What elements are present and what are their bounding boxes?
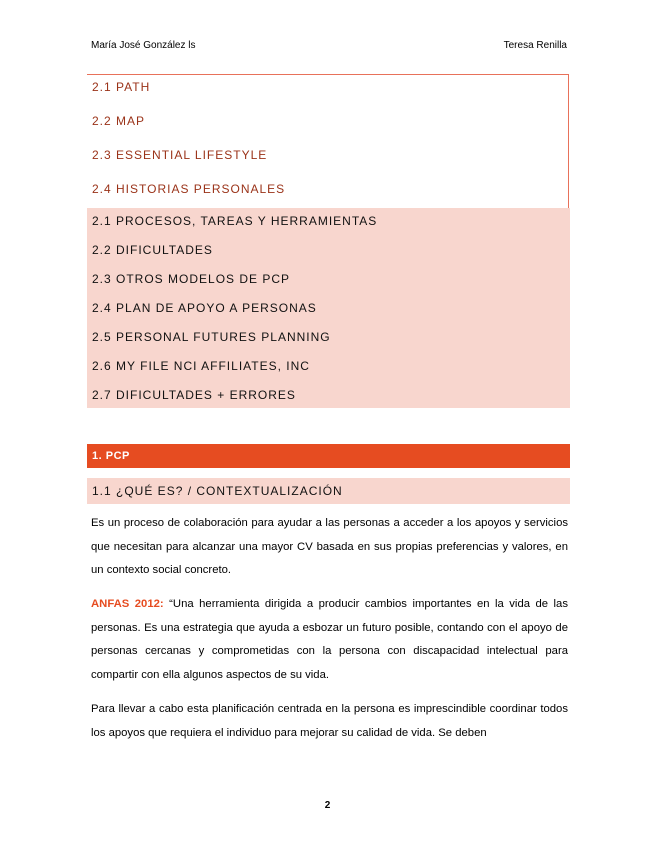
paragraph-definition: Es un proceso de colaboración para ayudar a las personas a acceder a los apoyos y servicios que necesitan para alcanzar una mayor CV basada en sus propias preferencias y valores, en un contexto social concreto.: [91, 517, 568, 576]
outline-item-personal-futures: 2.5 PERSONAL FUTURES PLANNING: [92, 330, 331, 344]
section-title: 1. PCP: [87, 444, 570, 468]
anfas-quote-text: “Una herramienta dirigida a producir cambios importantes en la vida de las personas. Es una estrategia que ayuda a esbozar un futuro posible, contando con el apoyo de personas cercanas y comprometidas con la persona con discapacidad intelectual para compartir con ella algunos aspectos de su vida.: [91, 598, 568, 681]
header-author-left: María José González ls: [91, 40, 196, 51]
outline-item-historias-personales: 2.4 HISTORIAS PERSONALES: [92, 182, 286, 196]
outline-item-my-file: 2.6 MY FILE NCI AFFILIATES, INC: [92, 359, 310, 373]
outline-item-dificultades: 2.2 DIFICULTADES: [92, 243, 213, 257]
outline-item-essential-lifestyle: 2.3 ESSENTIAL LIFESTYLE: [92, 148, 268, 162]
outline-item-procesos: 2.1 PROCESOS, TAREAS Y HERRAMIENTAS: [92, 214, 378, 228]
header-author-right: Teresa Renilla: [503, 40, 567, 51]
outline-item-dificultades-errores: 2.7 DIFICULTADES + ERRORES: [92, 388, 296, 402]
page-number: 2: [324, 800, 331, 811]
paragraph-coordination: Para llevar a cabo esta planificación centrada en la persona es imprescindible coordinar todos los apoyos que requiera el individuo para mejorar su calidad de vida. Se deben: [91, 703, 568, 739]
outline-item-plan-apoyo: 2.4 PLAN DE APOYO A PERSONAS: [92, 301, 317, 315]
outline-item-otros-modelos: 2.3 OTROS MODELOS DE PCP: [92, 272, 291, 286]
section-subtitle: 1.1 ¿QUÉ ES? / CONTEXTUALIZACIÓN: [87, 478, 570, 504]
outline-item-map: 2.2 MAP: [92, 114, 146, 128]
anfas-citation-label: ANFAS 2012:: [91, 598, 164, 610]
paragraph-anfas: [91, 593, 568, 687]
outline-item-path: 2.1 PATH: [92, 80, 151, 94]
